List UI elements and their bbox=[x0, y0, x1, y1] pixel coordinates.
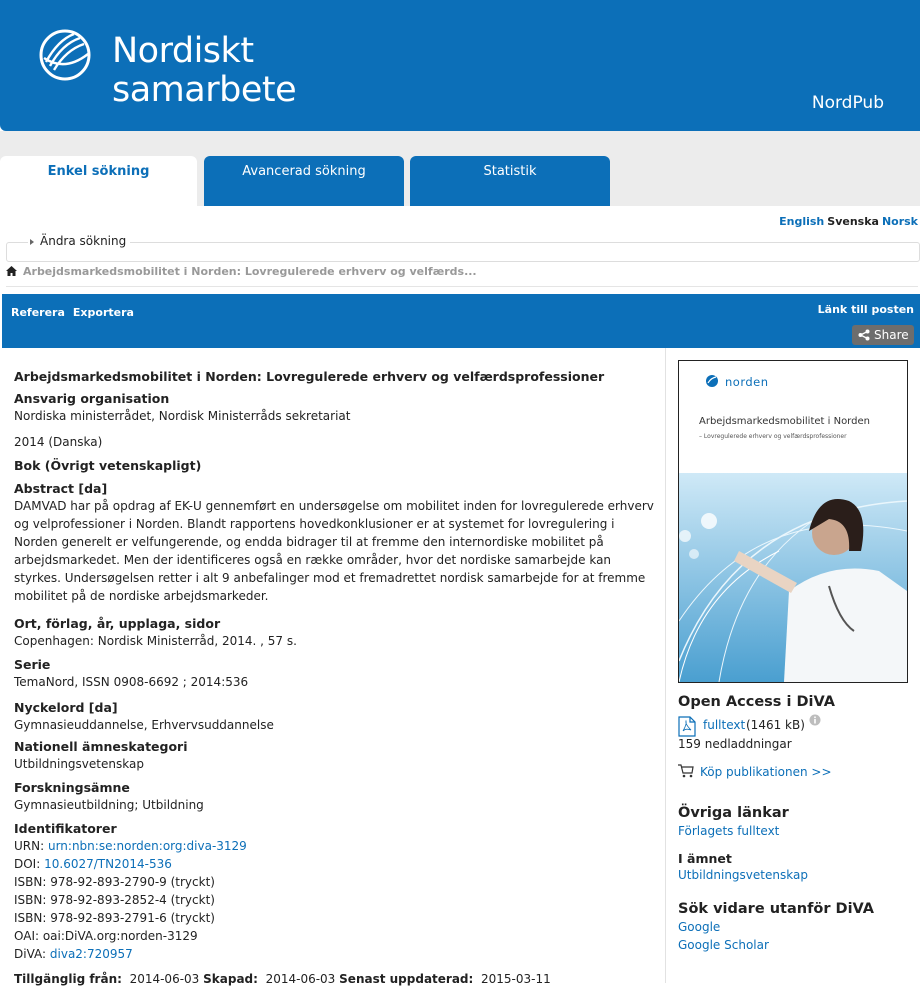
doi-label: DOI: bbox=[14, 857, 41, 871]
year-language: 2014 (Danska) bbox=[14, 435, 103, 449]
diva-row bbox=[14, 945, 654, 963]
brand-wordmark[interactable] bbox=[112, 32, 296, 110]
share-icon bbox=[858, 329, 870, 341]
brand-line-2: samarbete bbox=[112, 70, 297, 110]
divider bbox=[6, 286, 918, 287]
search-outside-heading: Sök vidare utanför DiVA bbox=[678, 901, 875, 917]
diva-label: DiVA: bbox=[14, 947, 47, 961]
record-toolbar bbox=[2, 294, 920, 348]
keywords-label: Nyckelord [da] bbox=[14, 700, 118, 715]
search-outside-section bbox=[678, 901, 913, 952]
research-subject-label: Forskningsämne bbox=[14, 780, 130, 795]
brand-line-1: Nordiskt bbox=[112, 31, 254, 71]
open-access-heading: Open Access i DiVA bbox=[678, 694, 835, 710]
change-search-panel bbox=[6, 242, 920, 262]
record-details bbox=[14, 368, 654, 988]
language-svenska: Svenska bbox=[827, 215, 879, 228]
abstract-label: Abstract [da] bbox=[14, 481, 108, 496]
buy-row bbox=[678, 764, 913, 780]
national-subject-value: Utbildningsvetenskap bbox=[14, 757, 144, 771]
identifiers-label: Identifikatorer bbox=[14, 821, 117, 836]
tab-statistics[interactable]: Statistik bbox=[410, 156, 610, 206]
language-norsk[interactable]: Norsk bbox=[881, 215, 918, 228]
language-switcher bbox=[776, 215, 918, 228]
created-value: 2014-06-03 bbox=[265, 972, 336, 986]
urn-label: URN: bbox=[14, 839, 45, 853]
urn-row bbox=[14, 837, 654, 855]
change-search-label: Ändra sökning bbox=[40, 234, 127, 248]
caret-right-icon bbox=[30, 239, 34, 245]
breadcrumb bbox=[6, 265, 477, 278]
diva-link[interactable]: diva2:720957 bbox=[49, 947, 133, 961]
tab-simple-search[interactable]: Enkel sökning bbox=[0, 156, 197, 206]
refer-link[interactable]: Referera bbox=[11, 306, 65, 319]
column-divider bbox=[665, 348, 666, 983]
other-links-section bbox=[678, 805, 913, 838]
pdf-file-icon[interactable] bbox=[678, 716, 696, 737]
fulltext-link[interactable]: fulltext bbox=[703, 718, 746, 732]
available-label: Tillgänglig från: bbox=[14, 972, 122, 986]
fulltext-row bbox=[678, 715, 913, 737]
google-link[interactable]: Google bbox=[678, 920, 721, 934]
shopping-cart-icon[interactable] bbox=[678, 764, 694, 778]
publisher-label: Ort, förlag, år, upplaga, sidor bbox=[14, 616, 221, 631]
abstract-text: DAMVAD har på opdrag af EK-U gennemført en undersøgelse om mobilitet inden for lovregulerede erhverv og velprofessioner i Norden. Blandt rapportens hovedkonklusioner er at systemet for lovregulering i Norden generelt er velfungerende, og endda bidrager til at fremme den internordiske mobilitet på arbejdsmarkedet. Men der identificeres også en række områder, hvor det nordiske samarbejde kan styrkes. Undersøgelsen retter i alt 9 anbefalinger mod et fremadrettet nordisk samarbejde for at fremme mobilitet på de nordiske arbejdsmarkeder. bbox=[14, 499, 654, 603]
home-icon[interactable] bbox=[6, 266, 17, 276]
search-tabs bbox=[0, 131, 920, 206]
book-cover-image[interactable] bbox=[678, 360, 908, 683]
export-link[interactable]: Exportera bbox=[72, 306, 134, 319]
org-label: Ansvarig organisation bbox=[14, 391, 170, 406]
language-english[interactable]: English bbox=[779, 215, 825, 228]
change-search-toggle[interactable] bbox=[28, 234, 130, 248]
series-value: TemaNord, ISSN 0908-6692 ; 2014:536 bbox=[14, 675, 249, 689]
dates-row bbox=[14, 970, 654, 988]
fulltext-size: (1461 kB) bbox=[746, 718, 805, 732]
cover-subtitle: – Lovregulerede erhverv og velfærdsprofessioner bbox=[699, 433, 847, 440]
nordic-swan-logo-icon[interactable] bbox=[38, 28, 92, 82]
share-label: Share bbox=[874, 328, 909, 342]
norden-logo-icon bbox=[705, 374, 719, 388]
isbn-2: ISBN: 978-92-893-2852-4 (tryckt) bbox=[14, 893, 215, 907]
isbn-1: ISBN: 978-92-893-2790-9 (tryckt) bbox=[14, 875, 215, 889]
buy-publication-link[interactable]: Köp publikationen >> bbox=[700, 765, 832, 779]
cover-title: Arbejdsmarkedsmobilitet i Norden bbox=[699, 416, 870, 427]
doi-link[interactable]: 10.6027/TN2014-536 bbox=[44, 857, 172, 871]
other-links-heading: Övriga länkar bbox=[678, 805, 789, 821]
subject-heading: I ämnet bbox=[678, 851, 732, 866]
available-value: 2014-06-03 bbox=[129, 972, 200, 986]
product-name: NordPub bbox=[811, 93, 884, 113]
record-title: Arbejdsmarkedsmobilitet i Norden: Lovregulerede erhverv og velfærdsprofessioner bbox=[14, 369, 605, 384]
research-subject-value: Gymnasieutbildning; Utbildning bbox=[14, 798, 204, 812]
tab-advanced-search[interactable]: Avancerad sökning bbox=[204, 156, 404, 206]
updated-label: Senast uppdaterad: bbox=[339, 972, 474, 986]
org-value: Nordiska ministerrådet, Nordisk Ministerråds sekretariat bbox=[14, 409, 351, 423]
download-count: 159 nedladdningar bbox=[678, 737, 792, 751]
link-to-post[interactable]: Länk till posten bbox=[817, 303, 914, 316]
subject-section bbox=[678, 851, 913, 882]
site-header bbox=[0, 0, 920, 131]
breadcrumb-current: Arbejdsmarkedsmobilitet i Norden: Lovregulerede erhverv og velfærds... bbox=[23, 265, 477, 278]
open-access-section bbox=[678, 694, 913, 780]
cover-brand: norden bbox=[725, 375, 769, 389]
updated-value: 2015-03-11 bbox=[480, 972, 551, 986]
publication-type: Bok (Övrigt vetenskapligt) bbox=[14, 458, 202, 473]
national-subject-label: Nationell ämneskategori bbox=[14, 739, 188, 754]
google-scholar-link[interactable]: Google Scholar bbox=[678, 938, 769, 952]
share-button[interactable] bbox=[852, 325, 914, 345]
subject-link[interactable]: Utbildningsvetenskap bbox=[678, 868, 808, 882]
publisher-value: Copenhagen: Nordisk Ministerråd, 2014. , 57 s. bbox=[14, 634, 297, 648]
created-label: Skapad: bbox=[203, 972, 258, 986]
doi-row bbox=[14, 855, 654, 873]
oai-row: OAI: oai:DiVA.org:norden-3129 bbox=[14, 929, 198, 943]
isbn-3: ISBN: 978-92-893-2791-6 (tryckt) bbox=[14, 911, 215, 925]
cover-artwork bbox=[679, 361, 907, 682]
publisher-fulltext-link[interactable]: Förlagets fulltext bbox=[678, 824, 780, 838]
keywords-value: Gymnasieuddannelse, Erhvervsuddannelse bbox=[14, 718, 274, 732]
series-label: Serie bbox=[14, 657, 51, 672]
info-icon[interactable] bbox=[809, 714, 821, 726]
urn-link[interactable]: urn:nbn:se:norden:org:diva-3129 bbox=[47, 839, 247, 853]
